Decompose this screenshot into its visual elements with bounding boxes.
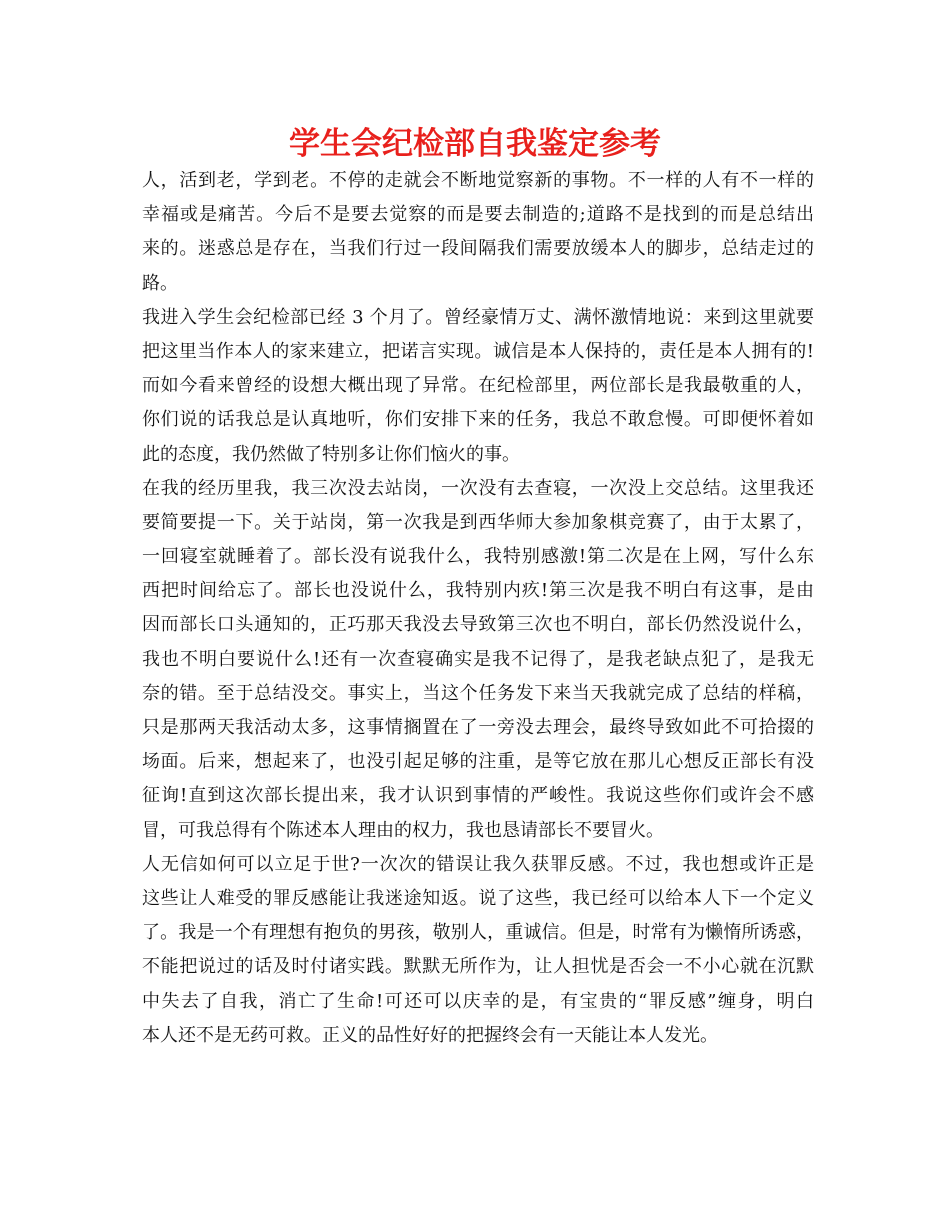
paragraph-line: 不能把说过的话及时付诸实践。默默无所作为，让人担忧是否会一不小心就在沉默 [142,956,814,978]
paragraph-line: 而如今看来曾经的设想大概出现了异常。在纪检部里，两位部长是我最敬重的人， [142,375,814,397]
paragraph-line: 了。我是一个有理想有抱负的男孩，敬别人，重诚信。但是，时常有为懒惰所诱惑， [142,922,814,944]
paragraph [142,848,814,1053]
paragraph [142,301,814,472]
paragraph-line: 人，活到老，学到老。不停的走就会不断地觉察新的事物。不一样的人有不一样的 [142,170,814,191]
paragraph-line: 中失去了自我，消亡了生命!可还可以庆幸的是，有宝贵的“罪反感”缠身，明白 [142,990,814,1012]
paragraph-line: 冒，可我总得有个陈述本人理由的权力，我也恳请部长不要冒火。 [142,819,664,841]
paragraph-line: 一回寝室就睡着了。部长没有说我什么，我特别感激!第二次是在上网，写什么东 [142,546,814,568]
paragraph-line: 征询!直到这次部长提出来，我才认识到事情的严峻性。我说这些你们或许会不感 [142,785,814,807]
paragraph [142,472,814,848]
paragraph-line: 路。 [142,272,178,294]
paragraph-line: 只是那两天我活动太多，这事情搁置在了一旁没去理会，最终导致如此不可拾掇的 [142,717,814,738]
paragraph-line: 这些让人难受的罪反感能让我迷途知返。说了这些，我已经可以给本人下一个定义 [142,887,814,909]
paragraph-line: 来的。迷惑总是存在，当我们行过一段间隔我们需要放缓本人的脚步，总结走过的 [142,238,814,260]
paragraph-line: 我进入学生会纪检部已经 3 个月了。曾经豪情万丈、满怀激情地说：来到这里就要 [142,306,814,328]
paragraph [142,164,814,301]
paragraph-line: 西把时间给忘了。部长也没说什么，我特别内疚!第三次是我不明白有这事，是由 [142,580,814,602]
paragraph-line: 因而部长口头通知的，正巧那天我没去导致第三次也不明白，部长仍然没说什么， [142,614,814,636]
document-body [142,164,814,1053]
page-title: 学生会纪检部自我鉴定参考 [289,126,661,162]
paragraph-line: 场面。后来，想起来了，也没引起足够的注重，是等它放在那儿心想反正部长有没 [142,751,814,773]
paragraph-line: 要简要提一下。关于站岗，第一次我是到西华师大参加象棋竞赛了，由于太累了， [142,511,814,533]
paragraph-line: 人无信如何可以立足于世?一次次的错误让我久获罪反感。不过，我也想或许正是 [142,853,814,875]
paragraph-line: 此的态度，我仍然做了特别多让你们恼火的事。 [142,443,520,465]
paragraph-line: 我也不明白要说什么!还有一次查寝确实是我不记得了，是我老缺点犯了，是我无 [142,648,814,670]
paragraph-line: 幸福或是痛苦。今后不是要去觉察的而是要去制造的;道路不是找到的而是总结出 [142,204,814,226]
paragraph-line: 本人还不是无药可救。正义的品性好好的把握终会有一天能让本人发光。 [142,1024,718,1046]
paragraph-line: 奈的错。至于总结没交。事实上，当这个任务发下来当天我就完成了总结的样稿， [142,682,814,704]
paragraph-line: 把这里当作本人的家来建立，把诺言实现。诚信是本人保持的，责任是本人拥有的! [142,340,814,362]
paragraph-line: 在我的经历里我，我三次没去站岗，一次没有去查寝，一次没上交总结。这里我还 [142,477,814,499]
paragraph-line: 你们说的话我总是认真地听，你们安排下来的任务，我总不敢怠慢。可即便怀着如 [142,409,814,431]
